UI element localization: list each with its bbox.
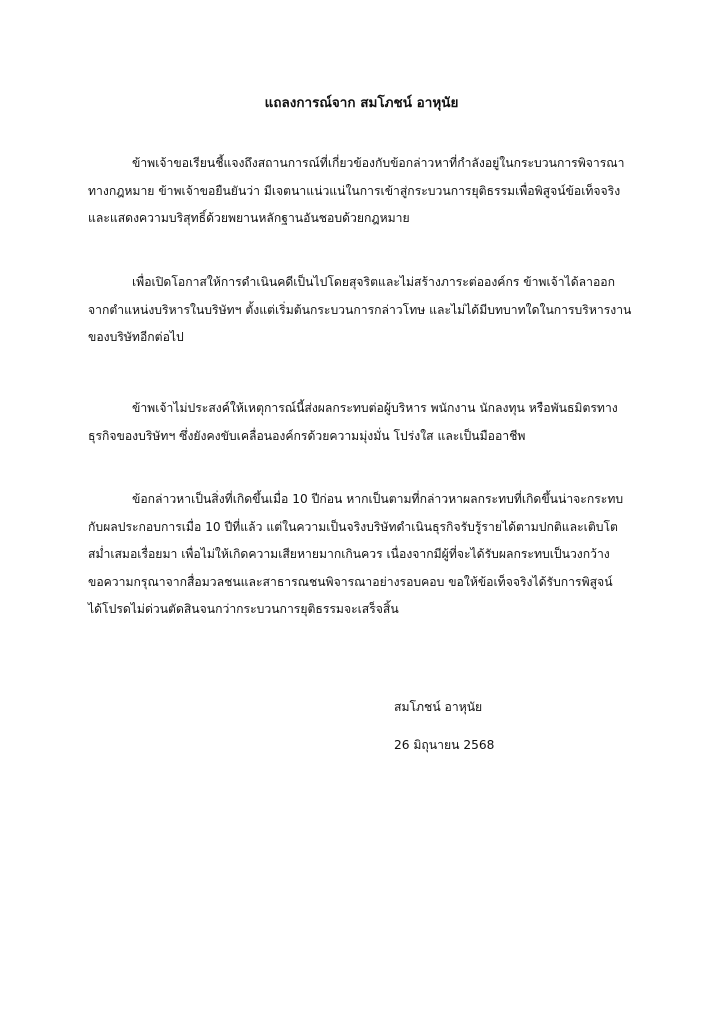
paragraph-line: สม่ำเสมอเรื่อยมา เพื่อไม่ให้เกิดความเสียหายมากเกินควร เนื่องจากมีผู้ที่จะได้รับผลกระทบเป็นวงกว้าง: [88, 547, 610, 561]
signature-date: 26 มิถุนายน 2568: [394, 738, 495, 752]
paragraph-line: ข้อกล่าวหาเป็นสิ่งที่เกิดขึ้นเมื่อ 10 ปีก่อน หากเป็นตามที่กล่าวหาผลกระทบที่เกิดขึ้นน่าจะกระทบ: [132, 492, 624, 506]
paragraph-3: [88, 395, 636, 450]
paragraph-line: ข้าพเจ้าขอเรียนชี้แจงถึงสถานการณ์ที่เกี่ยวข้องกับข้อกล่าวหาที่กำลังอยู่ในกระบวนการพิจารณา: [132, 156, 625, 170]
paragraph-line: ได้โปรดไม่ด่วนตัดสินจนกว่ากระบวนการยุติธรรมจะเสร็จสิ้น: [88, 602, 399, 616]
paragraph-line: กับผลประกอบการเมื่อ 10 ปีที่แล้ว แต่ในความเป็นจริงบริษัทดำเนินธุรกิจรับรู้รายได้ตามปกติและเติบโต: [88, 519, 618, 534]
paragraph-line: ของบริษัทอีกต่อไป: [88, 330, 184, 344]
paragraph-2: [88, 269, 636, 352]
paragraph-line: และแสดงความบริสุทธิ์ด้วยพยานหลักฐานอันชอบด้วยกฎหมาย: [88, 211, 410, 225]
paragraph-line: ข้าพเจ้าไม่ประสงค์ให้เหตุการณ์นี้ส่งผลกระทบต่อผู้บริหาร พนักงาน นักลงทุน หรือพันธมิตรทาง: [132, 401, 618, 415]
document-title: แถลงการณ์จาก สมโภชน์ อาหุนัย: [264, 95, 459, 111]
paragraph-1: [88, 150, 636, 233]
paragraph-4: [88, 486, 636, 624]
paragraph-line: ขอความกรุณาจากสื่อมวลชนและสาธารณชนพิจารณาอย่างรอบคอบ ขอให้ข้อเท็จจริงได้รับการพิสูจน์: [88, 574, 613, 589]
paragraph-line: ธุรกิจของบริษัทฯ ซึ่งยังคงขับเคลื่อนองค์กรด้วยความมุ่งมั่น โปร่งใส และเป็นมืออาชีพ: [88, 428, 526, 443]
paragraph-line: จากตำแหน่งบริหารในบริษัทฯ ตั้งแต่เริ่มต้นกระบวนการกล่าวโทษ และไม่ได้มีบทบาทใดในการบริหารงาน: [88, 302, 632, 317]
signature-name: สมโภชน์ อาหุนัย: [394, 700, 483, 714]
paragraph-line: เพื่อเปิดโอกาสให้การดำเนินคดีเป็นไปโดยสุจริตและไม่สร้างภาระต่อองค์กร ข้าพเจ้าได้ลาออก: [132, 275, 615, 289]
paragraph-line: ทางกฎหมาย ข้าพเจ้าขอยืนยันว่า มีเจตนาแน่วแน่ในการเข้าสู่กระบวนการยุติธรรมเพื่อพิสูจน์ข้อเท็จจริง: [88, 183, 621, 198]
